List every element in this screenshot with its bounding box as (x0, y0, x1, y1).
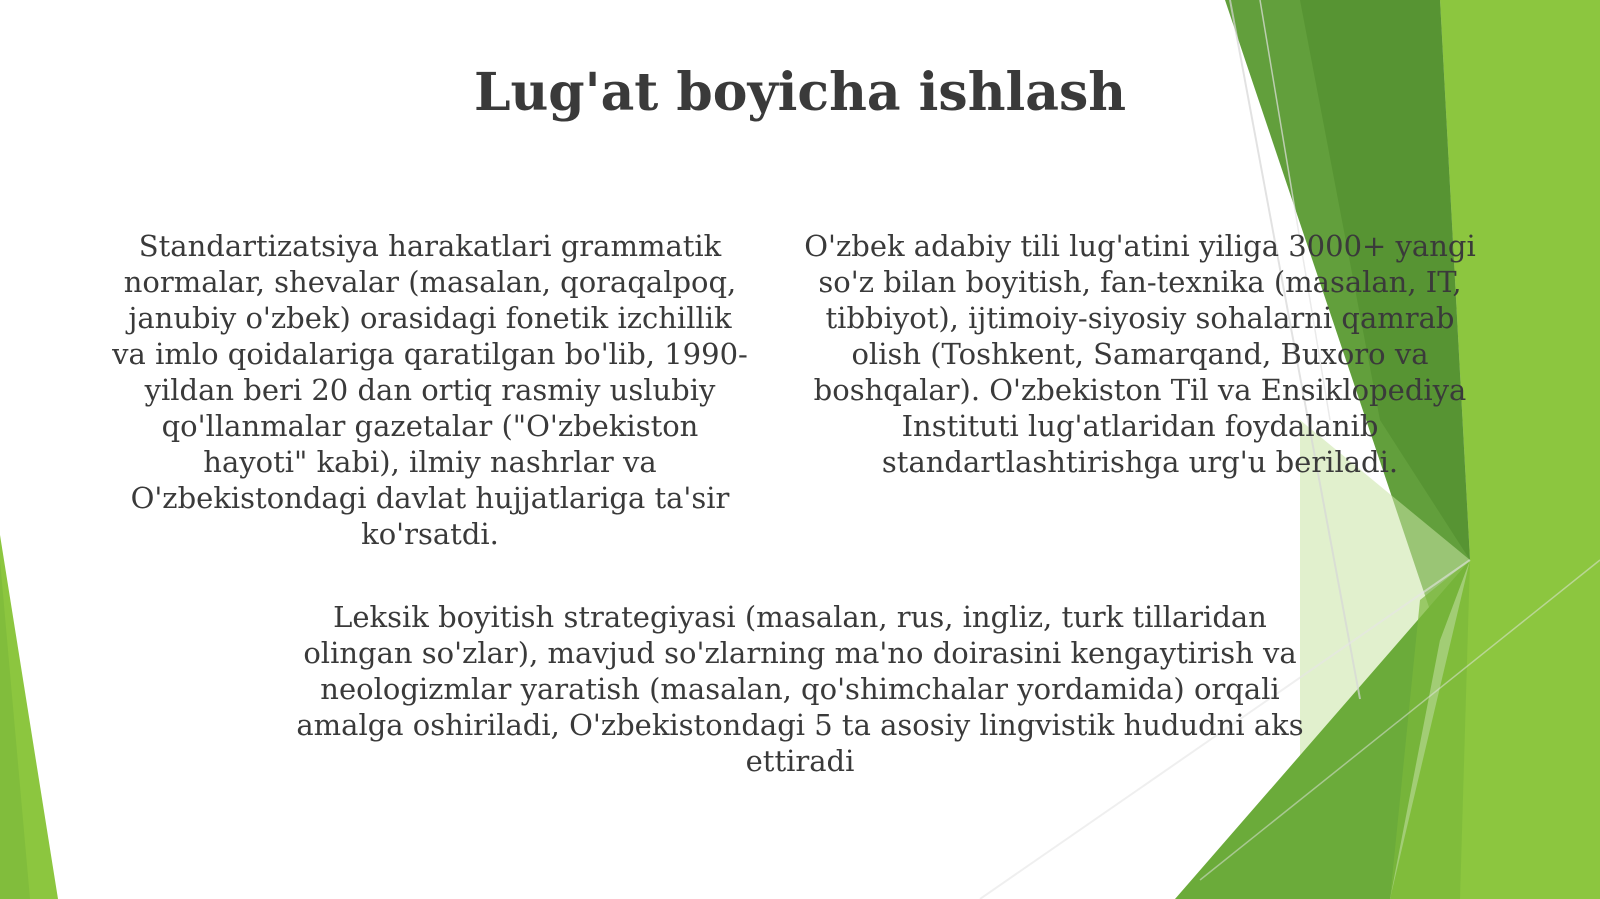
left-paragraph: Standartizatsiya harakatlari grammatik normalar, shevalar (masalan, qoraqalpoq, janubiy o'zbek) orasidagi fonetik izchillik va imlo qoidalariga qaratilgan bo'lib, 1990-yildan beri 20 dan ortiq rasmiy uslubiy qo'llanmalar gazetalar ("O'zbekiston hayoti" kabi), ilmiy nashrlar va O'zbekistondagi davlat hujjatlariga ta'sir ko'rsatdi. (112, 229, 748, 551)
right-paragraph: O'zbek adabiy tili lug'atini yiliga 3000+ yangi so'z bilan boyitish, fan-texnika (masalan, IT, tibbiyot), ijtimoiy-siyosiy sohalarni qamrab olish (Toshkent, Samarqand, Buxoro va boshqalar). O'zbekiston Til va Ensiklopediya Instituti lug'atlaridan foydalanib standartlashtirishga urg'u beriladi. (804, 229, 1476, 479)
slide-title: Lug'at boyicha ishlash (473, 62, 1127, 123)
bottom-paragraph: Leksik boyitish strategiyasi (masalan, rus, ingliz, turk tillaridan olingan so'zlar), mavjud so'zlarning ma'no doirasini kengaytirish va neologizmlar yaratish (masalan, qo'shimchalar yordamida) orqali amalga oshiriladi, O'zbekistondagi 5 ta asosiy lingvistik hududni aks ettiradi (296, 600, 1304, 778)
